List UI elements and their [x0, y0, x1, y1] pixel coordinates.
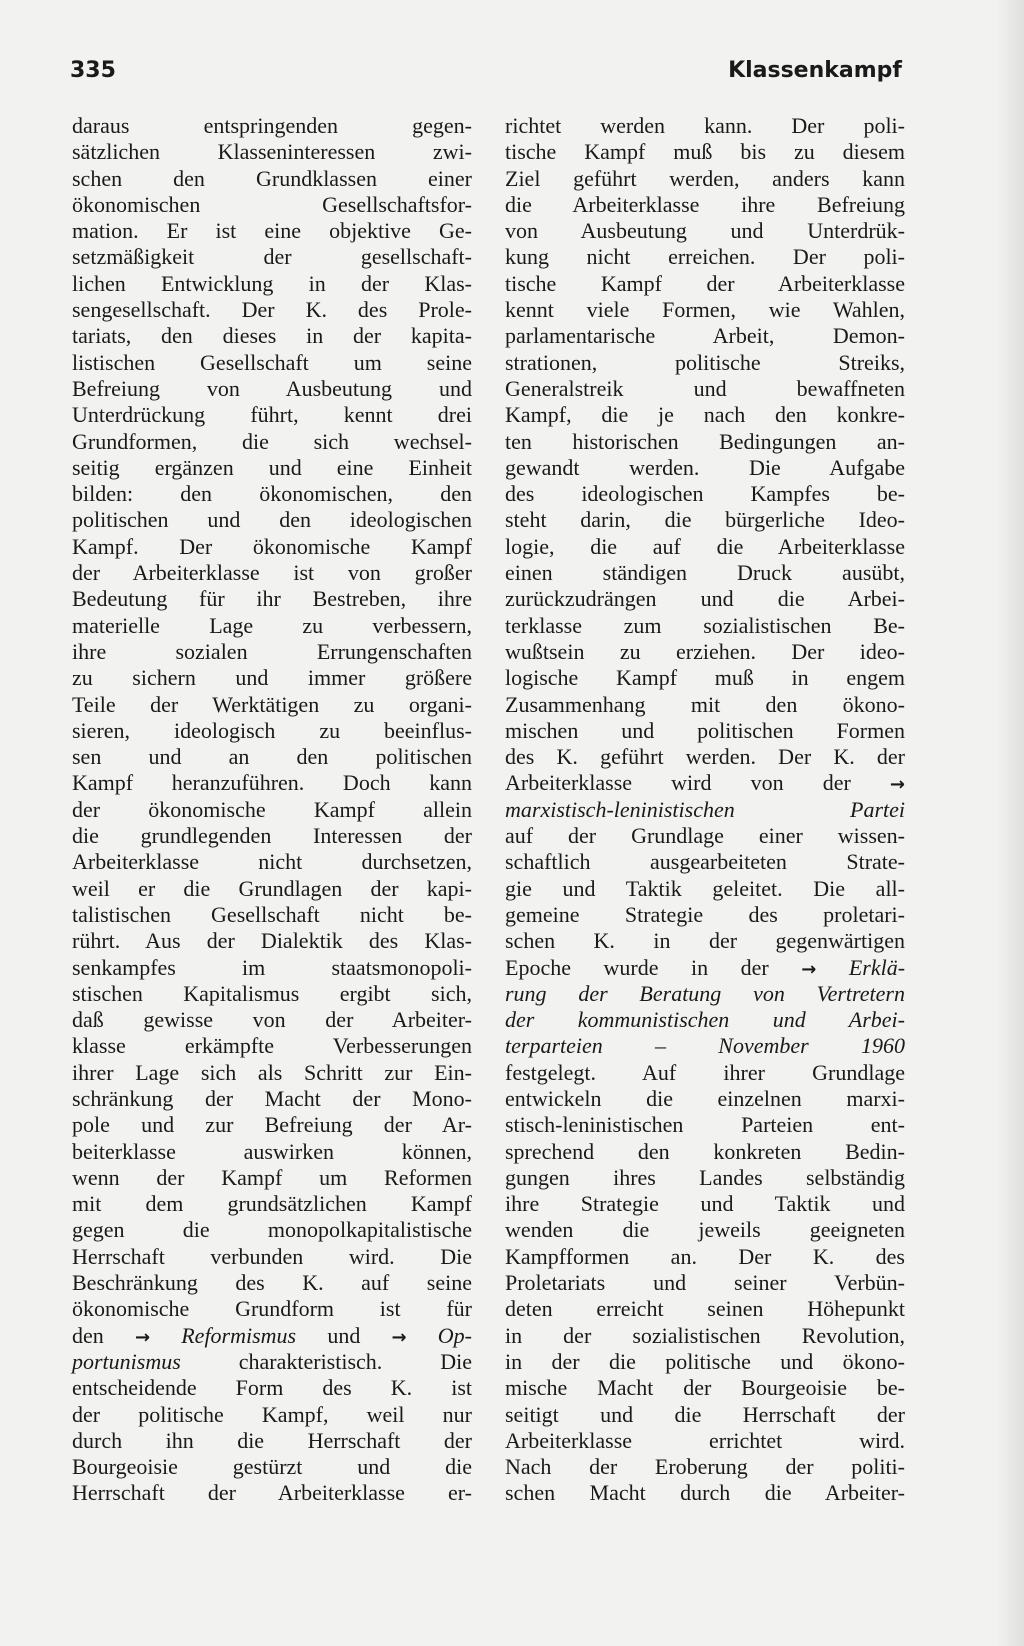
text-run: pole und zur Befreiung der Ar-	[72, 1112, 472, 1138]
text-run: charakteristisch. Die	[238, 1348, 473, 1374]
text-run: entwickeln die einzelnen marxi-	[505, 1085, 905, 1111]
text-run: ökonomische Grundform ist für	[72, 1296, 472, 1322]
text-line	[505, 1323, 905, 1349]
page-number: 335	[70, 58, 116, 83]
cross-reference-term: Op-	[437, 1322, 472, 1348]
text-run: die grundlegenden Interessen der	[72, 823, 472, 849]
text-run: Nach der Eroberung der politi-	[505, 1454, 905, 1480]
text-line	[72, 955, 472, 981]
text-run: Bourgeoisie gestürzt und die	[72, 1454, 472, 1480]
text-line	[505, 1112, 905, 1138]
text-run: daß gewisse von der Arbeiter-	[72, 1007, 472, 1033]
cross-reference-term: rung der Beratung von Vertretern	[505, 980, 905, 1006]
text-line	[505, 113, 905, 139]
text-line	[505, 797, 905, 823]
text-line	[505, 1244, 905, 1270]
text-run: richtet werden kann. Der poli-	[505, 113, 905, 138]
text-line	[72, 297, 472, 323]
text-run: schränkung der Macht der Mono-	[72, 1085, 472, 1111]
text-line	[505, 560, 905, 586]
text-run: rührt. Aus der Dialektik des Klas-	[72, 928, 472, 954]
text-line	[72, 1112, 472, 1138]
text-run: stisch-leninistischen Parteien ent-	[505, 1112, 905, 1138]
text-run: Teile der Werktätigen zu organi-	[72, 691, 472, 717]
cross-reference-term: portunismus	[72, 1348, 181, 1374]
text-line	[505, 218, 905, 244]
text-line	[72, 639, 472, 665]
text-run: sprechend den konkreten Bedin-	[505, 1138, 905, 1164]
text-line	[505, 981, 905, 1007]
text-run: Proletariats und seiner Verbün-	[505, 1270, 905, 1296]
cross-reference-arrow-icon: →	[391, 1326, 407, 1348]
text-run: festgelegt. Auf ihrer Grundlage	[505, 1059, 905, 1085]
text-line	[505, 902, 905, 928]
text-line	[72, 1244, 472, 1270]
text-line	[505, 1033, 905, 1059]
text-line	[72, 1270, 472, 1296]
text-line	[505, 586, 905, 612]
text-line	[505, 192, 905, 218]
cross-reference-term: Erklä-	[848, 954, 906, 980]
text-line	[505, 718, 905, 744]
text-run: kennt viele Formen, wie Wahlen,	[505, 297, 905, 323]
text-run: mische Macht der Bourgeoisie be-	[505, 1375, 905, 1401]
text-line	[505, 297, 905, 323]
text-run: des K. geführt werden. Der K. der	[505, 744, 905, 770]
text-run: gegen die monopolkapitalistische	[72, 1217, 472, 1243]
text-run: Unterdrückung führt, kennt drei	[72, 402, 472, 428]
text-line	[72, 1033, 472, 1059]
cross-reference-term: terparteien – November 1960	[505, 1033, 905, 1059]
text-line	[72, 928, 472, 954]
text-line	[505, 613, 905, 639]
text-run: parlamentarische Arbeit, Demon-	[505, 323, 905, 349]
text-line	[72, 192, 472, 218]
text-run: beiterklasse auswirken können,	[72, 1138, 472, 1164]
text-run: ihre sozialen Errungenschaften	[72, 638, 472, 664]
text-run: tische Kampf der Arbeiterklasse	[505, 270, 905, 296]
text-run: sen und an den politischen	[72, 744, 472, 770]
text-run: klasse erkämpfte Verbesserungen	[72, 1033, 472, 1059]
text-line	[72, 1165, 472, 1191]
text-line	[505, 1349, 905, 1375]
text-run: Kampfformen an. Der K. des	[505, 1243, 905, 1269]
text-line	[505, 1454, 905, 1480]
text-line	[72, 1007, 472, 1033]
text-line	[505, 665, 905, 691]
text-line	[505, 481, 905, 507]
text-line	[72, 455, 472, 481]
text-line	[72, 350, 472, 376]
text-line	[505, 1060, 905, 1086]
text-run: Herrschaft verbunden wird. Die	[72, 1243, 472, 1269]
text-line	[72, 876, 472, 902]
text-line	[72, 1060, 472, 1086]
text-line	[72, 1139, 472, 1165]
text-line	[505, 1402, 905, 1428]
page-header	[70, 58, 902, 92]
text-run: strationen, politische Streiks,	[505, 349, 905, 375]
text-line	[72, 613, 472, 639]
text-run: politischen und den ideologischen	[72, 507, 472, 533]
text-run: logie, die auf die Arbeiterklasse	[505, 533, 905, 559]
cross-reference-arrow-icon: →	[134, 1326, 151, 1348]
cross-reference-term: der kommunistischen und Arbei-	[505, 1007, 905, 1033]
text-run: Kampf. Der ökonomische Kampf	[72, 533, 472, 559]
text-line	[505, 1428, 905, 1454]
text-run: kung nicht erreichen. Der poli-	[505, 244, 905, 270]
text-run: Ziel geführt werden, anders kann	[505, 165, 905, 191]
text-line	[505, 1139, 905, 1165]
text-run: Zusammenhang mit den ökono-	[505, 691, 905, 717]
text-run: den	[72, 1322, 104, 1348]
text-run: gungen ihres Landes selbständig	[505, 1164, 905, 1190]
text-run: ökonomischen Gesellschaftsfor-	[72, 191, 472, 217]
text-line	[505, 350, 905, 376]
text-run: wenn der Kampf um Reformen	[72, 1164, 472, 1190]
text-run: deten erreicht seinen Höhepunkt	[505, 1296, 905, 1322]
text-line	[72, 770, 472, 796]
text-run: Epoche wurde in der	[505, 954, 769, 980]
text-run: listischen Gesellschaft um seine	[72, 349, 472, 375]
text-line	[72, 323, 472, 349]
text-run: der politische Kampf, weil nur	[72, 1401, 472, 1427]
text-line	[72, 139, 472, 165]
text-run: Arbeiterklasse nicht durchsetzen,	[72, 849, 472, 875]
running-head: Klassenkampf	[728, 58, 902, 83]
text-run: Beschränkung des K. auf seine	[72, 1270, 472, 1296]
text-line	[72, 849, 472, 875]
text-run: mit dem grundsätzlichen Kampf	[72, 1191, 472, 1217]
text-run: tariats, den dieses in der kapita-	[72, 323, 472, 349]
text-line	[72, 1191, 472, 1217]
text-line	[72, 1296, 472, 1322]
text-run: senkampfes im staatsmonopoli-	[72, 954, 472, 980]
text-line	[505, 1480, 905, 1506]
text-line	[72, 113, 472, 139]
text-run: in der die politische und ökono-	[505, 1348, 905, 1374]
text-line	[72, 166, 472, 192]
text-line	[505, 429, 905, 455]
text-line	[72, 244, 472, 270]
text-line	[72, 1454, 472, 1480]
text-run: zurückzudrängen und die Arbei-	[505, 586, 905, 612]
text-line	[505, 271, 905, 297]
text-run: sätzlichen Klasseninteressen zwi-	[72, 139, 472, 165]
text-line	[72, 1323, 472, 1349]
text-line	[72, 718, 472, 744]
text-line	[72, 823, 472, 849]
text-run: steht darin, die bürgerliche Ideo-	[505, 507, 905, 533]
text-run: Befreiung von Ausbeutung und	[72, 375, 472, 401]
text-run: Bedeutung für ihr Bestreben, ihre	[72, 586, 472, 612]
text-run: schen den Grundklassen einer	[72, 165, 472, 191]
text-run: mation. Er ist eine objektive Ge-	[72, 218, 472, 244]
text-line	[505, 639, 905, 665]
cross-reference-arrow-icon: →	[889, 774, 905, 796]
text-line	[72, 560, 472, 586]
text-line	[505, 139, 905, 165]
text-line	[72, 1086, 472, 1112]
text-run: durch ihn die Herrschaft der	[72, 1427, 472, 1453]
text-line	[505, 166, 905, 192]
text-run: gemeine Strategie des proletari-	[505, 901, 905, 927]
text-run: Arbeiterklasse wird von der	[505, 770, 851, 796]
text-run: bilden: den ökonomischen, den	[72, 481, 472, 507]
text-line	[72, 271, 472, 297]
text-line	[505, 1191, 905, 1217]
text-run: wenden die jeweils geeigneten	[505, 1217, 905, 1243]
text-run: seitigt und die Herrschaft der	[505, 1401, 905, 1427]
text-run: zu sichern und immer größere	[72, 665, 472, 691]
text-line	[72, 1217, 472, 1243]
text-line	[505, 1086, 905, 1112]
text-run: entscheidende Form des K. ist	[72, 1375, 472, 1401]
text-line	[72, 692, 472, 718]
page-edge-shadow	[996, 0, 1024, 1646]
text-run: die Arbeiterklasse ihre Befreiung	[505, 191, 905, 217]
text-run: ihre Strategie und Taktik und	[505, 1191, 905, 1217]
text-line	[505, 692, 905, 718]
text-line	[505, 244, 905, 270]
text-line	[72, 481, 472, 507]
text-line	[505, 1217, 905, 1243]
text-run: talistischen Gesellschaft nicht be-	[72, 901, 472, 927]
right-column	[505, 113, 905, 1507]
text-run: ihrer Lage sich als Schritt zur Ein-	[72, 1059, 472, 1085]
text-run: sieren, ideologisch zu beeinflus-	[72, 717, 472, 743]
text-run: ten historischen Bedingungen an-	[505, 428, 905, 454]
text-line	[72, 429, 472, 455]
text-line	[505, 928, 905, 954]
text-line	[72, 797, 472, 823]
text-run: sengesellschaft. Der K. des Prole-	[72, 297, 472, 323]
cross-reference-term: marxistisch-leninistischen Partei	[505, 796, 905, 822]
text-run: mischen und politischen Formen	[505, 717, 905, 743]
text-line	[505, 770, 905, 796]
text-run: von Ausbeutung und Unterdrük-	[505, 218, 905, 244]
text-run: auf der Grundlage einer wissen-	[505, 823, 905, 849]
text-line	[505, 1165, 905, 1191]
text-line	[72, 1480, 472, 1506]
text-run: des ideologischen Kampfes be-	[505, 481, 905, 507]
text-run: stischen Kapitalismus ergibt sich,	[72, 980, 472, 1006]
text-run: der Arbeiterklasse ist von großer	[72, 560, 472, 586]
text-line	[505, 955, 905, 981]
text-line	[505, 507, 905, 533]
text-run: schaftlich ausgearbeiteten Strate-	[505, 849, 905, 875]
text-run: setzmäßigkeit der gesellschaft-	[72, 244, 472, 270]
text-run: lichen Entwicklung in der Klas-	[72, 270, 472, 296]
text-line	[505, 849, 905, 875]
text-run: Grundformen, die sich wechsel-	[72, 428, 472, 454]
text-line	[505, 876, 905, 902]
left-column	[72, 113, 472, 1507]
text-run: Kampf heranzuführen. Doch kann	[72, 770, 472, 796]
text-line	[505, 534, 905, 560]
text-run: tische Kampf muß bis zu diesem	[505, 139, 905, 165]
text-run: Kampf, die je nach den konkre-	[505, 402, 905, 428]
text-line	[72, 376, 472, 402]
text-line	[505, 455, 905, 481]
text-run: einen ständigen Druck ausübt,	[505, 560, 905, 586]
text-line	[72, 902, 472, 928]
text-line	[72, 665, 472, 691]
text-run: und	[327, 1322, 361, 1348]
text-line	[72, 1428, 472, 1454]
text-line	[505, 1007, 905, 1033]
text-line	[72, 534, 472, 560]
text-run: weil er die Grundlagen der kapi-	[72, 875, 472, 901]
text-line	[72, 1349, 472, 1375]
text-line	[72, 981, 472, 1007]
text-line	[505, 1296, 905, 1322]
text-run: daraus entspringenden gegen-	[72, 113, 472, 138]
text-line	[505, 1270, 905, 1296]
text-line	[72, 1402, 472, 1428]
text-run: seitig ergänzen und eine Einheit	[72, 454, 472, 480]
cross-reference-term: Reformismus	[181, 1322, 297, 1348]
text-line	[505, 1375, 905, 1401]
text-line	[505, 744, 905, 770]
text-run: in der sozialistischen Revolution,	[505, 1322, 905, 1348]
text-run: gewandt werden. Die Aufgabe	[505, 454, 905, 480]
text-line	[505, 402, 905, 428]
text-line	[505, 376, 905, 402]
text-run: schen Macht durch die Arbeiter-	[505, 1480, 905, 1506]
text-line	[72, 507, 472, 533]
text-line	[72, 218, 472, 244]
text-run: wußtsein zu erziehen. Der ideo-	[505, 638, 905, 664]
cross-reference-arrow-icon: →	[801, 958, 817, 980]
text-run: Arbeiterklasse errichtet wird.	[505, 1427, 905, 1453]
text-line	[72, 1375, 472, 1401]
text-line	[72, 402, 472, 428]
text-run: Generalstreik und bewaffneten	[505, 375, 905, 401]
text-run: terklasse zum sozialistischen Be-	[505, 612, 905, 638]
text-run: schen K. in der gegenwärtigen	[505, 928, 905, 954]
text-run: logische Kampf muß in engem	[505, 665, 905, 691]
text-line	[505, 323, 905, 349]
text-line	[72, 586, 472, 612]
text-run: materielle Lage zu verbessern,	[72, 612, 472, 638]
text-run: gie und Taktik geleitet. Die all-	[505, 875, 905, 901]
text-run: Herrschaft der Arbeiterklasse er-	[72, 1480, 472, 1506]
text-line	[72, 744, 472, 770]
text-line	[505, 823, 905, 849]
text-run: der ökonomische Kampf allein	[72, 796, 472, 822]
